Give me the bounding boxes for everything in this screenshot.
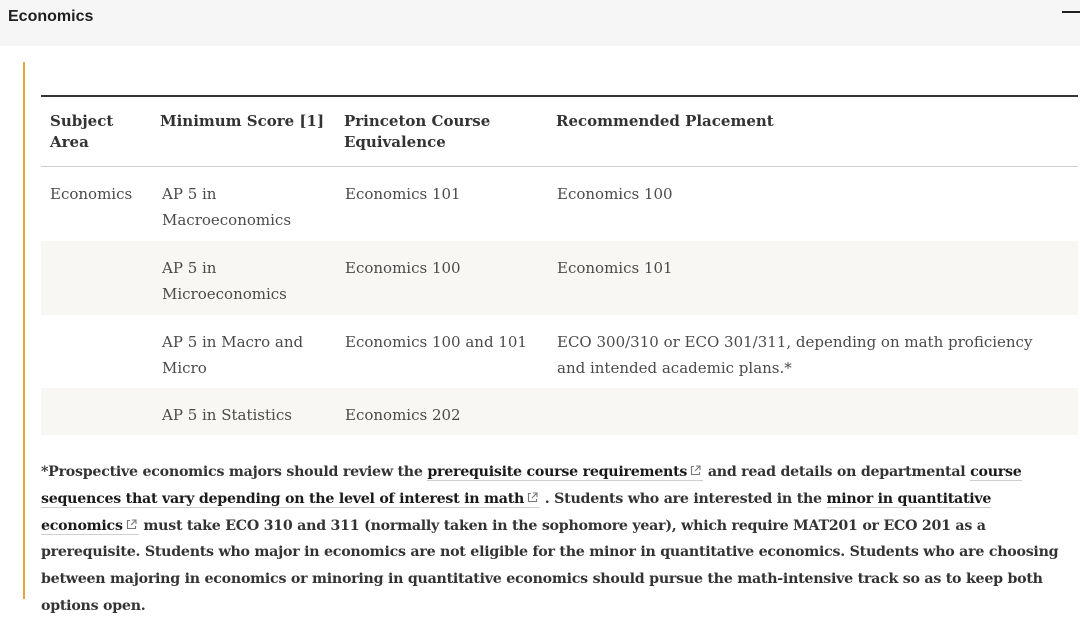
table-row: [41, 241, 1078, 315]
footnote-text: and read details on departmental: [703, 464, 971, 480]
ap-placement-table: [41, 95, 1078, 435]
table-row: [41, 167, 1078, 241]
table-row: [41, 315, 1078, 388]
collapse-minus-icon[interactable]: [1062, 11, 1080, 13]
header-subject-area: Subject Area: [50, 112, 114, 151]
table-header: [41, 95, 1078, 167]
cell-score: AP 5 in Macro and Micro: [162, 333, 304, 377]
external-link-icon: [126, 519, 137, 530]
accordion-header[interactable]: [0, 0, 1080, 46]
cell-equivalence: Economics 100: [345, 259, 461, 277]
accent-border: [23, 62, 25, 599]
cell-placement: Economics 100: [557, 185, 673, 203]
cell-score: AP 5 in Macroeconomics: [162, 185, 292, 229]
header-minimum-score: Minimum Score [1]: [160, 112, 325, 130]
link-label: course sequences that vary depending on the level of interest in math: [41, 464, 1022, 507]
footnote-text: *Prospective economics majors should review the: [41, 464, 428, 480]
cell-equivalence: Economics 100 and 101: [345, 333, 527, 351]
cell-subject: Economics: [50, 185, 133, 203]
external-link-icon: [527, 492, 538, 503]
link-label: minor in quantitative economics: [41, 490, 992, 534]
external-link-icon: [690, 465, 701, 476]
cell-placement: ECO 300/310 or ECO 301/311, depending on math proficiency and intended academic plans.*: [557, 333, 1033, 377]
footnote-text: . Students who are interested in the: [540, 490, 827, 507]
header-recommended-placement: Recommended Placement: [556, 112, 774, 130]
footnote: [41, 459, 1076, 620]
header-course-equivalence: Princeton Course Equivalence: [344, 112, 491, 151]
accordion-title: Economics: [8, 8, 94, 25]
cell-equivalence: Economics 202: [345, 406, 461, 424]
cell-placement: Economics 101: [557, 259, 673, 277]
cell-score: AP 5 in Statistics: [162, 406, 292, 424]
cell-score: AP 5 in Microeconomics: [162, 259, 287, 303]
footnote-text: must take ECO 310 and 311 (normally taken in the sophomore year), which require MAT201 or ECO 201 as a prerequisite. Students who major in economics are not eligible for the minor in quantitative economics. Students who are choosing between majoring in economics or minoring in quantitative economics should pursue the math-intensive track so as to keep both options open.: [41, 517, 1059, 614]
prerequisite-link[interactable]: [427, 464, 703, 481]
table-row: [41, 388, 1078, 435]
cell-equivalence: Economics 101: [345, 185, 461, 203]
link-label: prerequisite course requirements: [427, 464, 688, 480]
